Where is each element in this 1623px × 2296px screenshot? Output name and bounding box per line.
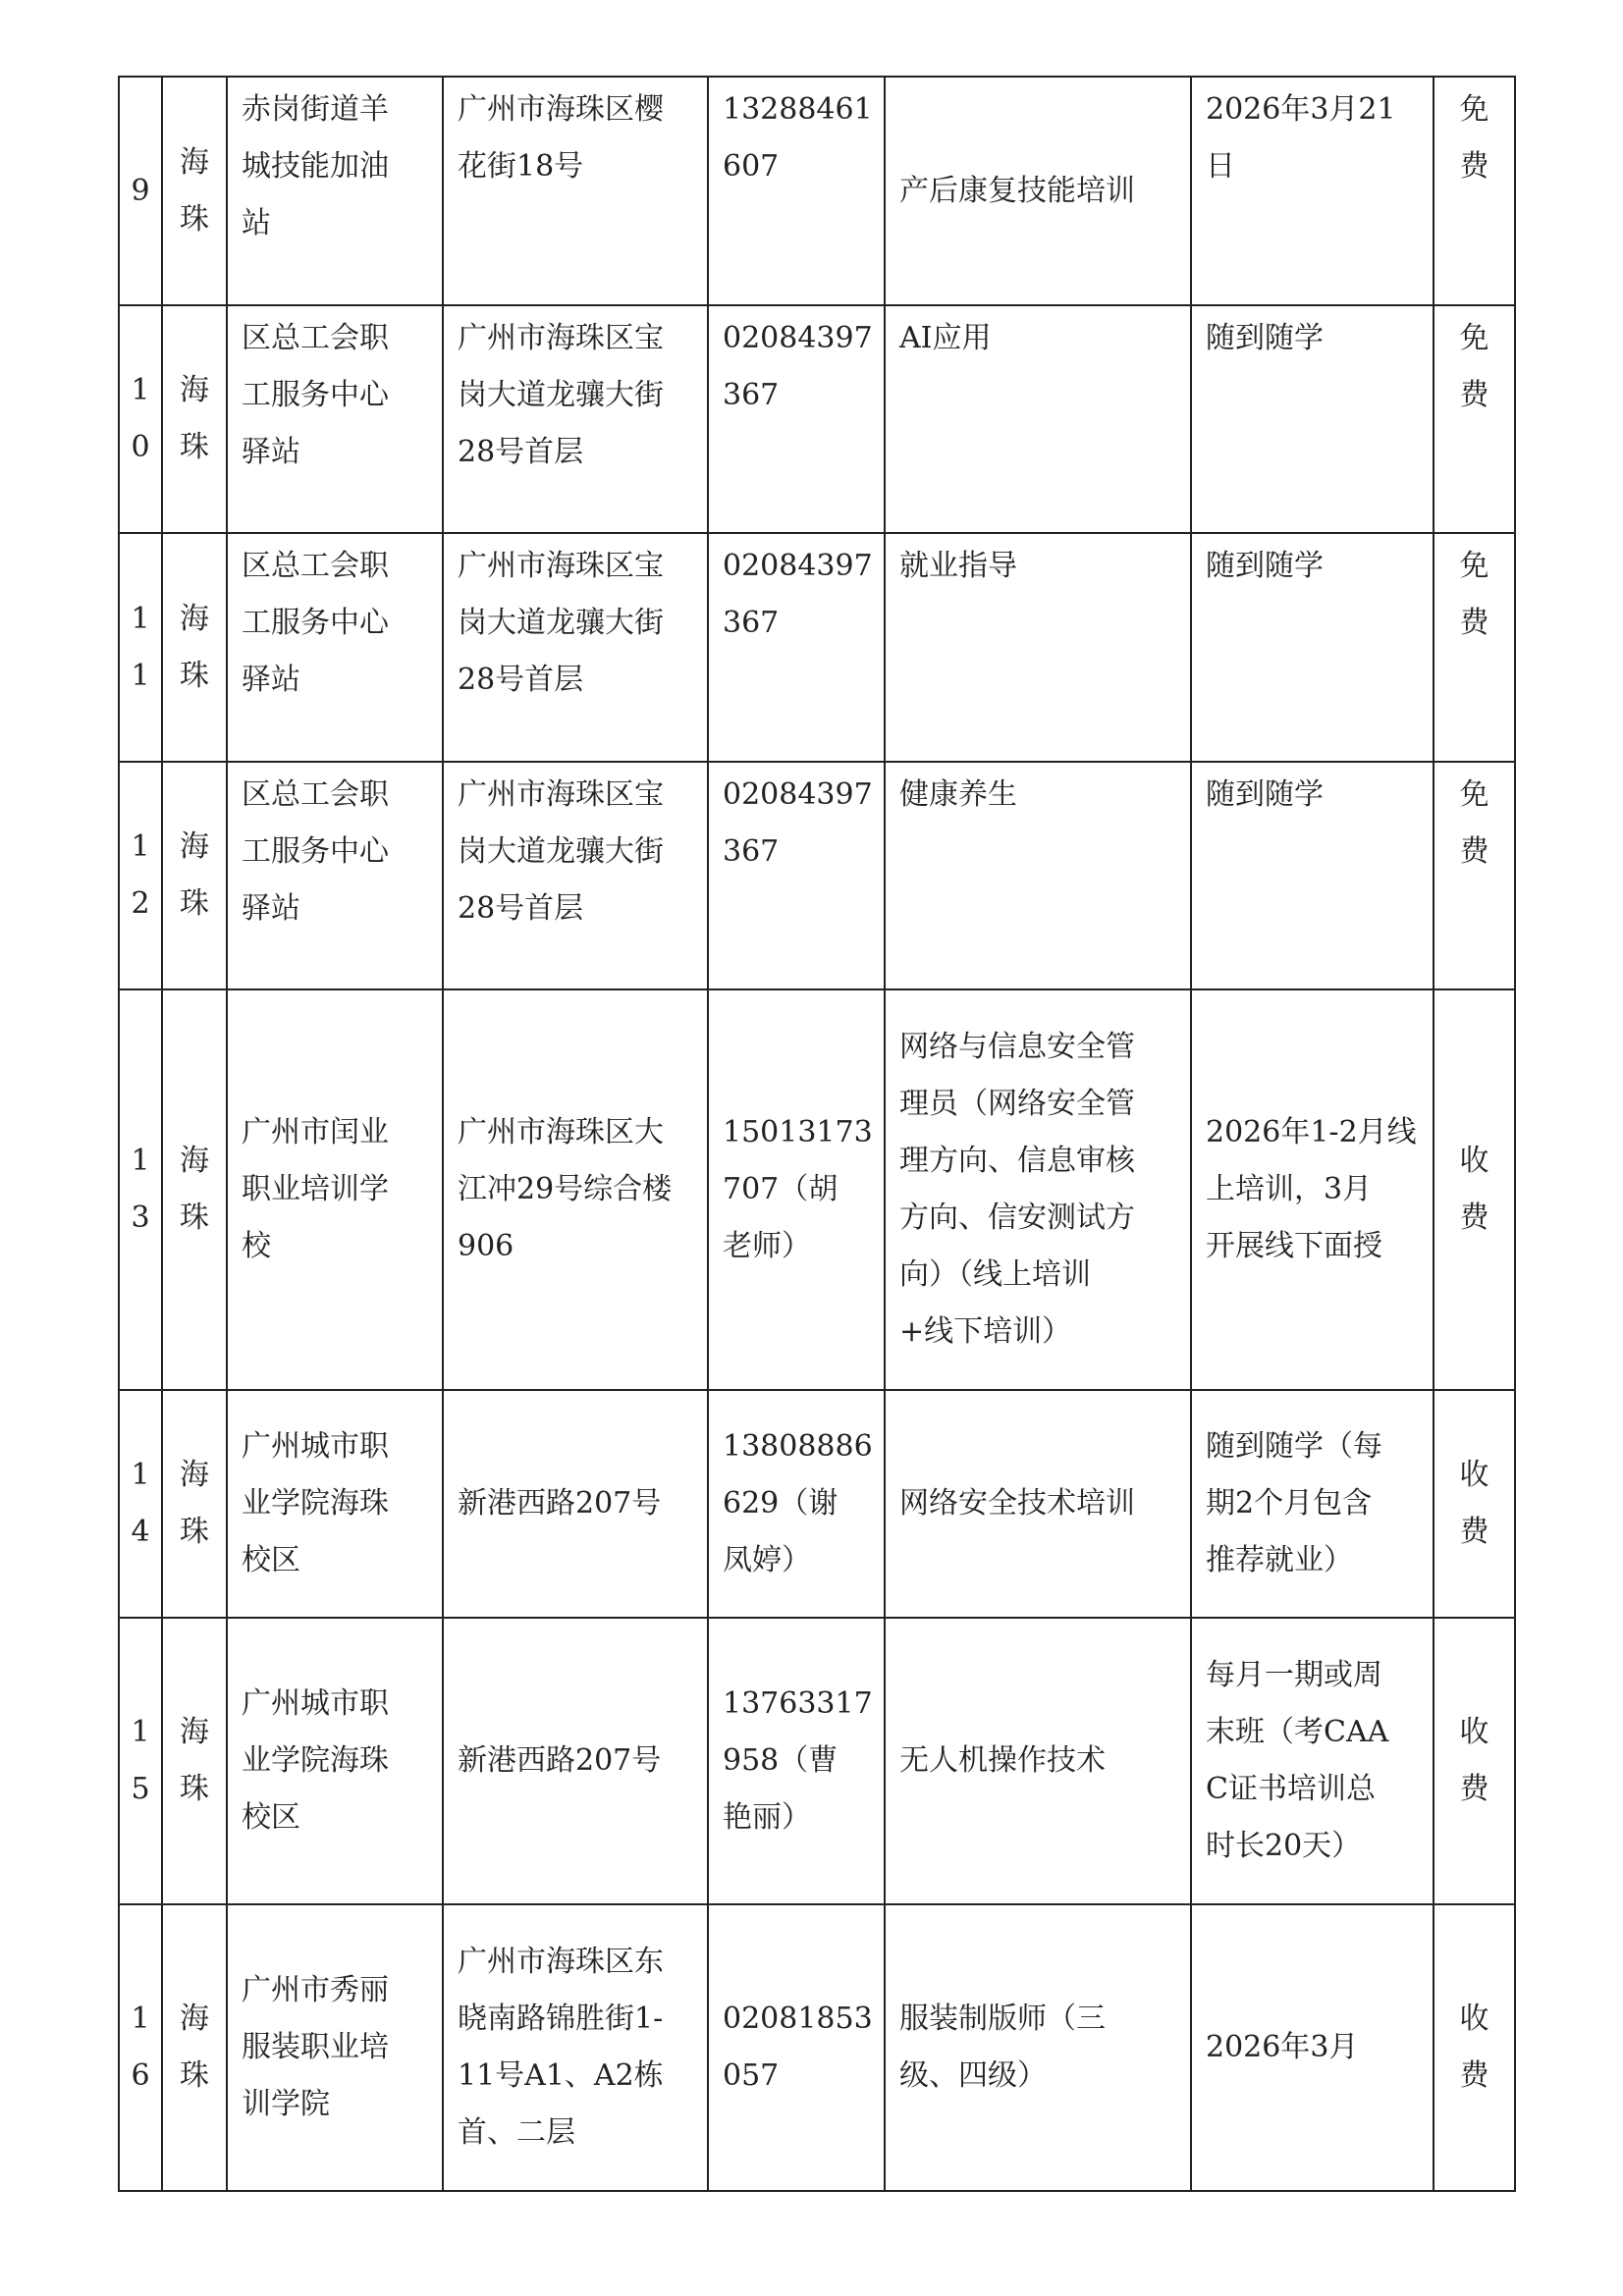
organization-line: 驿站 xyxy=(242,891,300,926)
row-number-text xyxy=(120,306,161,532)
row-number-line: 0 xyxy=(131,430,150,464)
schedule-line: 随到随学 xyxy=(1206,549,1324,583)
district-line: 珠 xyxy=(180,2058,209,2093)
cell-fee xyxy=(1434,1618,1515,1904)
course-line: 产后康复技能培训 xyxy=(899,173,1135,208)
fee-line: 费 xyxy=(1459,378,1489,412)
schedule-line: 末班（考CAA xyxy=(1206,1715,1389,1749)
organization-line: 广州城市职 xyxy=(242,1429,389,1464)
address-text xyxy=(444,306,707,481)
phone-text xyxy=(709,1391,884,1617)
course-text xyxy=(886,1905,1190,2190)
cell-organization xyxy=(227,1904,443,2191)
address-line: 花街18号 xyxy=(458,149,584,184)
cell-address xyxy=(443,77,708,305)
schedule-line: 随到随学（每 xyxy=(1206,1429,1382,1464)
cell-phone xyxy=(708,77,885,305)
row-number-text xyxy=(120,763,161,988)
table-row xyxy=(119,77,1515,305)
phone-line: 367 xyxy=(723,834,780,869)
schedule-line: 时长20天） xyxy=(1206,1829,1362,1863)
cell-organization xyxy=(227,1390,443,1618)
phone-line: 367 xyxy=(723,378,780,412)
schedule-text xyxy=(1192,1905,1433,2190)
cell-district xyxy=(162,77,227,305)
district-text xyxy=(163,78,226,304)
course-line: 服装制版师（三 xyxy=(899,2002,1106,2036)
course-text xyxy=(886,78,1190,304)
cell-row-number xyxy=(119,1618,162,1904)
border-gap xyxy=(319,2171,398,2175)
course-line: 方向、信安测试方 xyxy=(899,1201,1135,1235)
organization-line: 业学院海珠 xyxy=(242,1486,389,1521)
row-number-line: 3 xyxy=(131,1201,150,1235)
organization-line: 业学院海珠 xyxy=(242,1743,389,1778)
fee-text xyxy=(1434,306,1514,424)
organization-line: 训学院 xyxy=(242,2087,330,2121)
phone-line: 367 xyxy=(723,606,780,640)
phone-line: 02084397 xyxy=(723,321,873,355)
cell-row-number xyxy=(119,77,162,305)
fee-line: 免 xyxy=(1459,92,1489,127)
organization-line: 职业培训学 xyxy=(242,1172,389,1206)
district-line: 海 xyxy=(180,1458,209,1492)
cell-row-number xyxy=(119,1904,162,2191)
cell-fee xyxy=(1434,305,1515,533)
cell-fee xyxy=(1434,1390,1515,1618)
district-line: 海 xyxy=(180,373,209,407)
organization-text xyxy=(228,78,442,252)
fee-text xyxy=(1434,990,1514,1389)
course-line: AI应用 xyxy=(899,321,992,355)
organization-line: 广州城市职 xyxy=(242,1686,389,1721)
address-line: 岗大道龙骧大街 xyxy=(458,834,664,869)
row-number-line: 1 xyxy=(131,1715,150,1749)
phone-text xyxy=(709,534,884,652)
cell-phone xyxy=(708,762,885,989)
cell-district xyxy=(162,1618,227,1904)
table-row xyxy=(119,1904,1515,2191)
cell-course xyxy=(885,305,1191,533)
schedule-text xyxy=(1192,1619,1433,1903)
cell-district xyxy=(162,533,227,762)
row-number-line: 1 xyxy=(131,1458,150,1492)
address-line: 广州市海珠区东 xyxy=(458,1945,664,1979)
cell-course xyxy=(885,1904,1191,2191)
phone-line: 艳丽） xyxy=(723,1800,811,1835)
address-line: 广州市海珠区宝 xyxy=(458,321,664,355)
row-number-line: 6 xyxy=(131,2058,150,2093)
cell-address xyxy=(443,989,708,1390)
schedule-line: 上培训，3月 xyxy=(1206,1172,1373,1206)
district-text xyxy=(163,534,226,761)
address-line: 广州市海珠区宝 xyxy=(458,777,664,812)
address-line: 28号首层 xyxy=(458,891,584,926)
cell-course xyxy=(885,989,1191,1390)
schedule-line: 2026年3月21 xyxy=(1206,92,1396,127)
cell-course xyxy=(885,1618,1191,1904)
organization-text xyxy=(228,534,442,709)
schedule-line: 日 xyxy=(1206,149,1235,184)
cell-phone xyxy=(708,533,885,762)
fee-line: 收 xyxy=(1459,1715,1489,1749)
schedule-text xyxy=(1192,1391,1433,1617)
fee-line: 费 xyxy=(1459,2058,1489,2093)
address-line: 晓南路锦胜街1- xyxy=(458,2002,664,2036)
phone-text xyxy=(709,1905,884,2190)
cell-organization xyxy=(227,533,443,762)
phone-line: 02084397 xyxy=(723,777,873,812)
district-text xyxy=(163,1619,226,1903)
address-line: 广州市海珠区大 xyxy=(458,1115,664,1149)
organization-text xyxy=(228,1619,442,1903)
cell-row-number xyxy=(119,533,162,762)
organization-line: 广州市秀丽 xyxy=(242,1973,389,2007)
address-line: 新港西路207号 xyxy=(458,1486,662,1521)
address-line: 新港西路207号 xyxy=(458,1743,662,1778)
district-line: 海 xyxy=(180,1715,209,1749)
cell-course xyxy=(885,762,1191,989)
schedule-text xyxy=(1192,534,1433,595)
organization-line: 区总工会职 xyxy=(242,321,389,355)
phone-line: 958（曹 xyxy=(723,1743,839,1778)
phone-line: 707（胡 xyxy=(723,1172,839,1206)
organization-line: 广州市闰业 xyxy=(242,1115,389,1149)
district-line: 海 xyxy=(180,1144,209,1178)
cell-phone xyxy=(708,1618,885,1904)
course-line: 级、四级） xyxy=(899,2058,1047,2093)
fee-line: 费 xyxy=(1459,1515,1489,1549)
cell-phone xyxy=(708,1904,885,2191)
table-body xyxy=(119,77,1515,2191)
row-number-line: 5 xyxy=(131,1772,150,1806)
cell-course xyxy=(885,1390,1191,1618)
fee-text xyxy=(1434,534,1514,652)
row-number-text xyxy=(120,78,161,304)
organization-line: 区总工会职 xyxy=(242,777,389,812)
cell-address xyxy=(443,533,708,762)
address-line: 广州市海珠区宝 xyxy=(458,549,664,583)
phone-line: 老师） xyxy=(723,1229,811,1263)
cell-organization xyxy=(227,305,443,533)
address-line: 28号首层 xyxy=(458,435,584,469)
address-line: 首、二层 xyxy=(458,2115,575,2150)
fee-text xyxy=(1434,1905,1514,2190)
cell-organization xyxy=(227,762,443,989)
course-text xyxy=(886,990,1190,1389)
cell-row-number xyxy=(119,305,162,533)
organization-line: 工服务中心 xyxy=(242,834,389,869)
schedule-line: 推荐就业） xyxy=(1206,1543,1353,1577)
cell-phone xyxy=(708,1390,885,1618)
organization-line: 校区 xyxy=(242,1543,300,1577)
row-number-line: 9 xyxy=(131,173,150,208)
organization-line: 服装职业培 xyxy=(242,2030,389,2064)
schedule-line: 期2个月包含 xyxy=(1206,1486,1373,1521)
cell-schedule xyxy=(1191,989,1434,1390)
fee-line: 费 xyxy=(1459,606,1489,640)
organization-text xyxy=(228,763,442,937)
row-number-line: 1 xyxy=(131,658,150,693)
address-line: 江冲29号综合楼 xyxy=(458,1172,673,1206)
cell-fee xyxy=(1434,989,1515,1390)
address-line: 岗大道龙骧大街 xyxy=(458,606,664,640)
row-number-line: 4 xyxy=(131,1515,150,1549)
address-line: 906 xyxy=(458,1229,514,1263)
row-number-text xyxy=(120,1619,161,1903)
phone-line: 02084397 xyxy=(723,549,873,583)
course-text xyxy=(886,306,1190,367)
course-line: 理员（网络安全管 xyxy=(899,1087,1135,1121)
cell-district xyxy=(162,1390,227,1618)
phone-text xyxy=(709,78,884,195)
cell-district xyxy=(162,305,227,533)
row-number-text xyxy=(120,1391,161,1617)
district-text xyxy=(163,763,226,988)
schedule-line: C证书培训总 xyxy=(1206,1772,1376,1806)
phone-line: 629（谢 xyxy=(723,1486,839,1521)
course-text xyxy=(886,1391,1190,1617)
fee-text xyxy=(1434,78,1514,195)
fee-line: 费 xyxy=(1459,1772,1489,1806)
phone-text xyxy=(709,306,884,424)
address-line: 岗大道龙骧大街 xyxy=(458,378,664,412)
row-number-text xyxy=(120,990,161,1389)
fee-line: 费 xyxy=(1459,834,1489,869)
course-line: 无人机操作技术 xyxy=(899,1743,1106,1778)
cell-phone xyxy=(708,989,885,1390)
cell-fee xyxy=(1434,1904,1515,2191)
district-line: 海 xyxy=(180,144,209,180)
table-row xyxy=(119,305,1515,533)
schedule-line: 2026年3月 xyxy=(1206,2030,1359,2064)
cell-schedule xyxy=(1191,1618,1434,1904)
address-text xyxy=(444,990,707,1389)
cell-schedule xyxy=(1191,762,1434,989)
district-text xyxy=(163,1905,226,2190)
cell-organization xyxy=(227,989,443,1390)
phone-line: 13763317 xyxy=(723,1686,873,1721)
course-text xyxy=(886,763,1190,824)
cell-schedule xyxy=(1191,77,1434,305)
address-text xyxy=(444,1905,707,2190)
training-table xyxy=(118,76,1516,2192)
row-number-line: 2 xyxy=(131,886,150,921)
course-text xyxy=(886,534,1190,595)
course-text xyxy=(886,1619,1190,1903)
course-line: 网络与信息安全管 xyxy=(899,1030,1135,1064)
table-row xyxy=(119,1390,1515,1618)
schedule-text xyxy=(1192,78,1433,195)
row-number-line: 1 xyxy=(131,601,150,636)
address-line: 广州市海珠区樱 xyxy=(458,92,664,127)
cell-phone xyxy=(708,305,885,533)
address-text xyxy=(444,763,707,937)
table-row xyxy=(119,1618,1515,1904)
phone-line: 607 xyxy=(723,149,780,184)
address-text xyxy=(444,78,707,195)
district-line: 珠 xyxy=(180,1201,209,1235)
district-line: 珠 xyxy=(180,1772,209,1806)
cell-organization xyxy=(227,1618,443,1904)
cell-schedule xyxy=(1191,1390,1434,1618)
organization-line: 校区 xyxy=(242,1800,300,1835)
course-line: 就业指导 xyxy=(899,549,1017,583)
fee-line: 收 xyxy=(1459,2002,1489,2036)
district-line: 珠 xyxy=(180,201,209,237)
cell-district xyxy=(162,1904,227,2191)
organization-line: 工服务中心 xyxy=(242,378,389,412)
cell-schedule xyxy=(1191,305,1434,533)
organization-text xyxy=(228,1391,442,1617)
fee-text xyxy=(1434,1391,1514,1617)
district-line: 珠 xyxy=(180,886,209,921)
district-text xyxy=(163,306,226,532)
cell-address xyxy=(443,762,708,989)
schedule-text xyxy=(1192,990,1433,1389)
phone-line: 057 xyxy=(723,2058,780,2093)
cell-schedule xyxy=(1191,1904,1434,2191)
cell-address xyxy=(443,305,708,533)
district-line: 珠 xyxy=(180,658,209,693)
phone-line: 13808886 xyxy=(723,1429,873,1464)
fee-line: 费 xyxy=(1459,1201,1489,1235)
cell-course xyxy=(885,533,1191,762)
organization-line: 区总工会职 xyxy=(242,549,389,583)
schedule-line: 2026年1-2月线 xyxy=(1206,1115,1417,1149)
row-number-line: 1 xyxy=(131,1144,150,1178)
course-line: 网络安全技术培训 xyxy=(899,1486,1135,1521)
schedule-line: 开展线下面授 xyxy=(1206,1229,1382,1263)
organization-text xyxy=(228,1905,442,2190)
row-number-line: 1 xyxy=(131,2002,150,2036)
course-line: 向）（线上培训 xyxy=(899,1257,1091,1292)
address-text xyxy=(444,1619,707,1903)
cell-row-number xyxy=(119,1390,162,1618)
row-number-line: 1 xyxy=(131,373,150,407)
address-line: 11号A1、A2栋 xyxy=(458,2058,664,2093)
row-number-text xyxy=(120,534,161,761)
table-row xyxy=(119,989,1515,1390)
fee-text xyxy=(1434,763,1514,881)
address-text xyxy=(444,1391,707,1617)
table-row xyxy=(119,533,1515,762)
organization-text xyxy=(228,306,442,481)
phone-line: 02081853 xyxy=(723,2002,873,2036)
fee-line: 费 xyxy=(1459,149,1489,184)
district-line: 海 xyxy=(180,601,209,636)
fee-line: 收 xyxy=(1459,1458,1489,1492)
district-line: 海 xyxy=(180,829,209,864)
cell-schedule xyxy=(1191,533,1434,762)
cell-address xyxy=(443,1618,708,1904)
phone-line: 13288461 xyxy=(723,92,873,127)
row-number-line: 1 xyxy=(131,829,150,864)
district-line: 珠 xyxy=(180,1515,209,1549)
fee-line: 收 xyxy=(1459,1144,1489,1178)
schedule-text xyxy=(1192,306,1433,367)
cell-fee xyxy=(1434,533,1515,762)
organization-line: 城技能加油 xyxy=(242,149,389,184)
fee-line: 免 xyxy=(1459,549,1489,583)
table-row xyxy=(119,762,1515,989)
course-line: 理方向、信息审核 xyxy=(899,1144,1135,1178)
organization-line: 工服务中心 xyxy=(242,606,389,640)
phone-text xyxy=(709,763,884,881)
address-text xyxy=(444,534,707,709)
cell-course xyxy=(885,77,1191,305)
organization-line: 校 xyxy=(242,1229,271,1263)
organization-text xyxy=(228,990,442,1389)
organization-line: 驿站 xyxy=(242,663,300,697)
district-text xyxy=(163,1391,226,1617)
district-text xyxy=(163,990,226,1389)
cell-fee xyxy=(1434,762,1515,989)
fee-text xyxy=(1434,1619,1514,1903)
district-line: 海 xyxy=(180,2002,209,2036)
organization-line: 驿站 xyxy=(242,435,300,469)
phone-line: 15013173 xyxy=(723,1115,873,1149)
schedule-line: 随到随学 xyxy=(1206,321,1324,355)
cell-address xyxy=(443,1904,708,2191)
address-line: 28号首层 xyxy=(458,663,584,697)
cell-fee xyxy=(1434,77,1515,305)
fee-line: 免 xyxy=(1459,321,1489,355)
schedule-line: 随到随学 xyxy=(1206,777,1324,812)
schedule-text xyxy=(1192,763,1433,824)
phone-text xyxy=(709,990,884,1389)
cell-row-number xyxy=(119,762,162,989)
course-line: +线下培训） xyxy=(899,1314,1072,1349)
district-line: 珠 xyxy=(180,430,209,464)
cell-address xyxy=(443,1390,708,1618)
organization-line: 赤岗街道羊 xyxy=(242,92,389,127)
cell-district xyxy=(162,989,227,1390)
cell-row-number xyxy=(119,989,162,1390)
schedule-line: 每月一期或周 xyxy=(1206,1658,1382,1692)
organization-line: 站 xyxy=(242,206,271,240)
cell-district xyxy=(162,762,227,989)
fee-line: 免 xyxy=(1459,777,1489,812)
phone-line: 凤婷） xyxy=(723,1543,811,1577)
phone-text xyxy=(709,1619,884,1903)
cell-organization xyxy=(227,77,443,305)
row-number-text xyxy=(120,1905,161,2190)
course-line: 健康养生 xyxy=(899,777,1017,812)
